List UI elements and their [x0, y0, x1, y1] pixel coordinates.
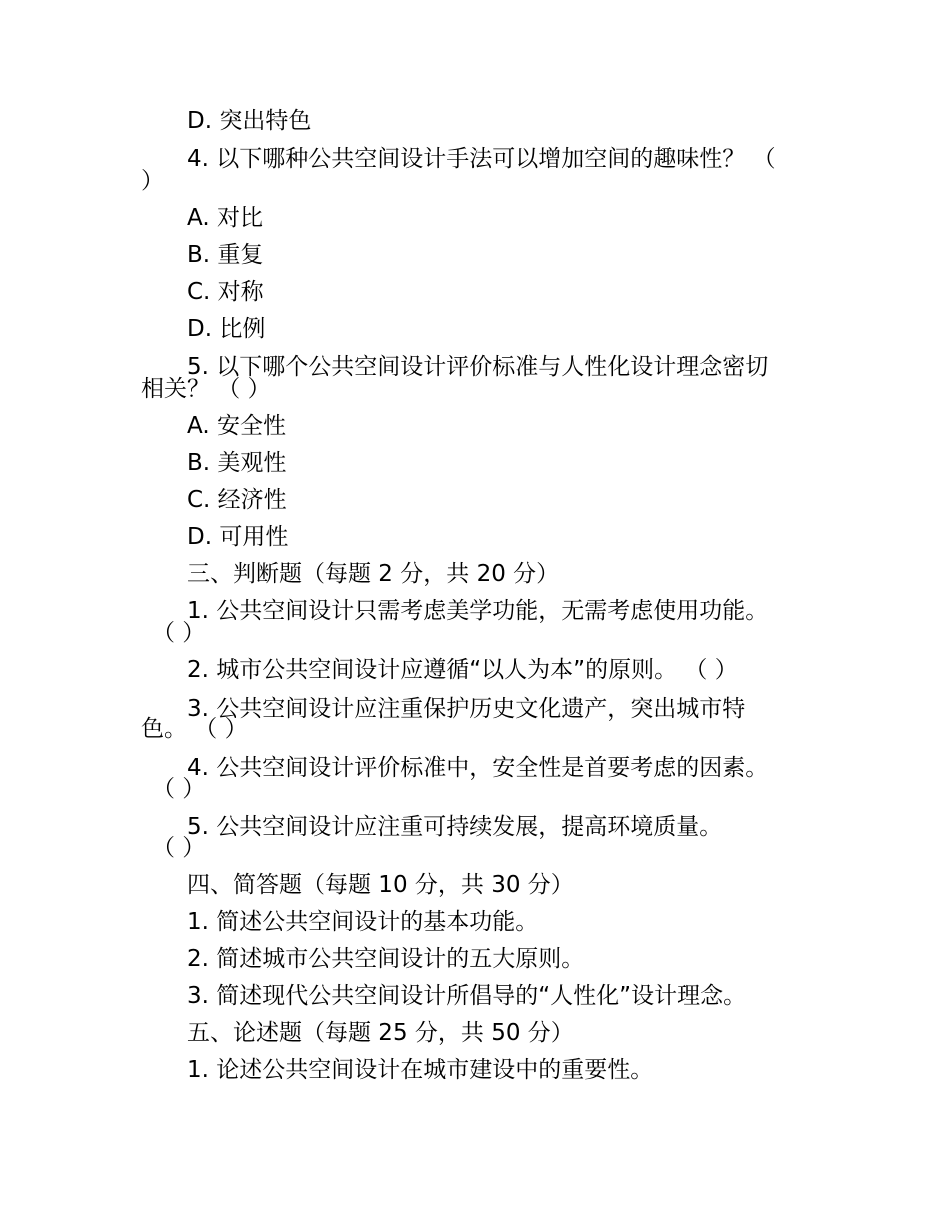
essay-1: 1. 论述公共空间设计在城市建设中的重要性。	[187, 1057, 654, 1083]
judgment-2: 2. 城市公共空间设计应遵循“以人为本”的原则。 （ ）	[187, 657, 738, 683]
short-answer-2: 2. 简述城市公共空间设计的五大原则。	[187, 946, 585, 972]
judgment-1-bracket: （ ）	[152, 620, 206, 646]
option-d-feature: D. 突出特色	[187, 108, 312, 134]
option-a-safety: A. 安全性	[187, 413, 286, 439]
question-4-stem: 4. 以下哪种公共空间设计手法可以增加空间的趣味性？ （	[187, 146, 776, 172]
option-b-aesthetics: B. 美观性	[187, 450, 287, 476]
question-4-stem-continuation: ）	[141, 168, 164, 194]
option-d-proportion: D. 比例	[187, 316, 266, 342]
short-answer-3: 3. 简述现代公共空间设计所倡导的“人性化”设计理念。	[187, 983, 747, 1009]
judgment-5-bracket: （ ）	[152, 835, 206, 861]
question-5-stem: 5. 以下哪个公共空间设计评价标准与人性化设计理念密切	[187, 354, 769, 380]
judgment-3: 3. 公共空间设计应注重保护历史文化遗产，突出城市特	[187, 696, 746, 722]
option-d-usability: D. 可用性	[187, 524, 289, 550]
option-a-contrast: A. 对比	[187, 205, 263, 231]
short-answer-1: 1. 简述公共空间设计的基本功能。	[187, 909, 539, 935]
judgment-5: 5. 公共空间设计应注重可持续发展，提高环境质量。	[187, 814, 723, 840]
option-c-symmetry: C. 对称	[187, 279, 264, 305]
section-5-heading: 五、论述题（每题 25 分，共 50 分）	[187, 1020, 574, 1046]
section-3-heading: 三、判断题（每题 2 分，共 20 分）	[187, 561, 560, 587]
judgment-3-continuation: 色。 （ ）	[141, 716, 248, 742]
judgment-4-bracket: （ ）	[152, 776, 206, 802]
judgment-4: 4. 公共空间设计评价标准中，安全性是首要考虑的因素。	[187, 755, 769, 781]
option-b-repetition: B. 重复	[187, 242, 264, 268]
section-4-heading: 四、简答题（每题 10 分，共 30 分）	[187, 872, 574, 898]
judgment-1: 1. 公共空间设计只需考虑美学功能，无需考虑使用功能。	[187, 598, 769, 624]
option-c-economy: C. 经济性	[187, 487, 287, 513]
question-5-stem-continuation: 相关？ （ ）	[141, 376, 271, 402]
